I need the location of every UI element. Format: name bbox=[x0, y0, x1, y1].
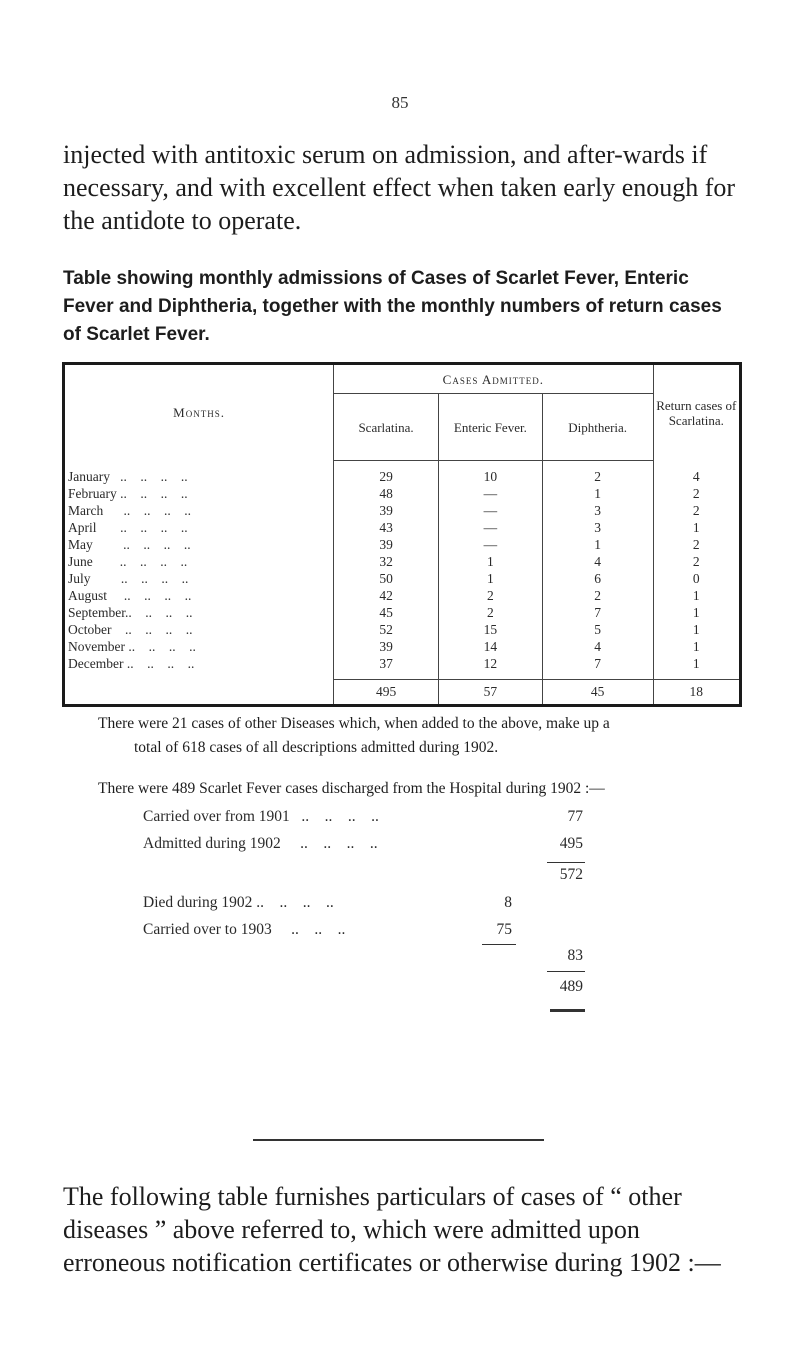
diphtheria-cell: 2 bbox=[542, 461, 653, 486]
carried-to-label: Carried over to 1903 .. .. .. bbox=[143, 921, 346, 938]
return-cell: 1 bbox=[692, 605, 700, 620]
table-row bbox=[64, 553, 741, 570]
died-value: 8 bbox=[504, 894, 512, 911]
diphtheria-cell: 3 bbox=[542, 502, 653, 519]
subtotal-value: 572 bbox=[559, 866, 583, 883]
diphtheria-cell: 7 bbox=[542, 655, 653, 680]
month-cell: April .. .. .. .. bbox=[64, 519, 334, 536]
total-returns: 18 bbox=[653, 680, 740, 706]
enteric-cell: — bbox=[439, 536, 543, 553]
table-row bbox=[64, 461, 741, 486]
enteric-cell: 15 bbox=[439, 621, 543, 638]
diphtheria-cell: 2 bbox=[542, 587, 653, 604]
diphtheria-cell: 4 bbox=[542, 553, 653, 570]
header-cases-admitted: Cases Admitted. bbox=[334, 364, 654, 394]
diphtheria-cell: 6 bbox=[542, 570, 653, 587]
intro-paragraph: injected with antitoxic serum on admission, and after-wards if necessary, and with excellent effect when taken early enough for the antidote to operate. bbox=[63, 140, 736, 235]
month-cell: October .. .. .. .. bbox=[64, 621, 334, 638]
closing-paragraph: The following table furnishes particulars of cases of “ other diseases ” above referred to, which were admitted upon erroneous notification certificates or otherwise during 1902 :— bbox=[63, 1182, 721, 1277]
table-row bbox=[64, 570, 741, 587]
month-cell: December .. .. .. .. bbox=[64, 655, 334, 680]
diphtheria-cell: 5 bbox=[542, 621, 653, 638]
month-cell: August .. .. .. .. bbox=[64, 587, 334, 604]
header-diphtheria: Diphtheria. bbox=[542, 394, 653, 461]
month-cell: July .. .. .. .. bbox=[64, 570, 334, 587]
totals-row bbox=[64, 680, 741, 706]
return-cell: 2 bbox=[692, 486, 700, 501]
return-cell: 1 bbox=[692, 639, 700, 654]
carried-to-value: 75 bbox=[496, 921, 512, 938]
return-cell: 1 bbox=[692, 588, 700, 603]
admitted-label: Admitted during 1902 .. .. .. .. bbox=[143, 835, 378, 852]
enteric-cell: — bbox=[439, 519, 543, 536]
subtotal-rule bbox=[547, 862, 585, 863]
enteric-cell: — bbox=[439, 485, 543, 502]
diphtheria-cell: 1 bbox=[542, 485, 653, 502]
table-row bbox=[64, 519, 741, 536]
table-row bbox=[64, 638, 741, 655]
final-rule bbox=[547, 971, 585, 972]
month-cell: November .. .. .. .. bbox=[64, 638, 334, 655]
return-cell: 1 bbox=[692, 622, 700, 637]
scarlatina-cell: 52 bbox=[334, 621, 439, 638]
scarlatina-cell: 48 bbox=[334, 485, 439, 502]
scarlatina-cell: 37 bbox=[334, 655, 439, 680]
discharged-sentence: There were 489 Scarlet Fever cases discharged from the Hospital during 1902 :— bbox=[98, 780, 605, 797]
month-cell: June .. .. .. .. bbox=[64, 553, 334, 570]
header-enteric: Enteric Fever. bbox=[439, 394, 543, 461]
deduction-rule bbox=[482, 944, 516, 945]
table-row bbox=[64, 604, 741, 621]
scarlatina-cell: 43 bbox=[334, 519, 439, 536]
month-cell: September.. .. .. .. bbox=[64, 604, 334, 621]
section-divider bbox=[253, 1139, 544, 1141]
enteric-cell: — bbox=[439, 502, 543, 519]
table-row bbox=[64, 621, 741, 638]
table-row bbox=[64, 536, 741, 553]
admissions-table bbox=[62, 362, 742, 707]
return-cell: 1 bbox=[692, 520, 700, 535]
scarlatina-cell: 45 bbox=[334, 604, 439, 621]
other-diseases-sentence-line-1: There were 21 cases of other Diseases which, when added to the above, make up a bbox=[98, 715, 610, 732]
header-months: Months. bbox=[64, 364, 334, 461]
month-cell: May .. .. .. .. bbox=[64, 536, 334, 553]
diphtheria-cell: 7 bbox=[542, 604, 653, 621]
page-number: 85 bbox=[391, 93, 409, 112]
scarlatina-cell: 39 bbox=[334, 502, 439, 519]
return-cell: 0 bbox=[692, 571, 700, 586]
diphtheria-cell: 1 bbox=[542, 536, 653, 553]
enteric-cell: 1 bbox=[439, 570, 543, 587]
final-double-rule bbox=[550, 1009, 585, 1012]
enteric-cell: 10 bbox=[439, 461, 543, 486]
return-cell: 2 bbox=[692, 537, 700, 552]
carried-from-value: 77 bbox=[567, 808, 583, 825]
scarlatina-cell: 50 bbox=[334, 570, 439, 587]
table-heading: Table showing monthly admissions of Cases of Scarlet Fever, Enteric Fever and Diphtheria, together with the monthly numbers of return cases of Scarlet Fever. bbox=[63, 268, 722, 345]
diphtheria-cell: 3 bbox=[542, 519, 653, 536]
total-diphtheria: 45 bbox=[542, 680, 653, 706]
deduction-value: 83 bbox=[567, 947, 583, 964]
header-scarlatina: Scarlatina. bbox=[334, 394, 439, 461]
table-row bbox=[64, 655, 741, 680]
return-cell: 2 bbox=[692, 503, 700, 518]
return-cell: 4 bbox=[692, 468, 700, 484]
enteric-cell: 14 bbox=[439, 638, 543, 655]
total-enteric: 57 bbox=[439, 680, 543, 706]
scarlatina-cell: 29 bbox=[334, 461, 439, 486]
total-scarlatina: 495 bbox=[334, 680, 439, 706]
enteric-cell: 2 bbox=[439, 587, 543, 604]
enteric-cell: 2 bbox=[439, 604, 543, 621]
table-row bbox=[64, 485, 741, 502]
header-return-cases: Return cases of Scarlatina. bbox=[653, 364, 740, 461]
totals-label-cell bbox=[64, 680, 334, 706]
scarlatina-cell: 42 bbox=[334, 587, 439, 604]
month-cell: March .. .. .. .. bbox=[64, 502, 334, 519]
table-row bbox=[64, 587, 741, 604]
admitted-value: 495 bbox=[559, 835, 583, 852]
scarlatina-cell: 39 bbox=[334, 536, 439, 553]
final-value: 489 bbox=[559, 978, 583, 995]
scarlatina-cell: 32 bbox=[334, 553, 439, 570]
carried-from-label: Carried over from 1901 .. .. .. .. bbox=[143, 808, 379, 825]
table-row bbox=[64, 502, 741, 519]
enteric-cell: 12 bbox=[439, 655, 543, 680]
enteric-cell: 1 bbox=[439, 553, 543, 570]
died-label: Died during 1902 .. .. .. .. bbox=[143, 894, 334, 911]
other-diseases-sentence-line-2: total of 618 cases of all descriptions admitted during 1902. bbox=[134, 739, 499, 756]
return-cell: 1 bbox=[692, 656, 700, 671]
scarlatina-cell: 39 bbox=[334, 638, 439, 655]
return-cell: 2 bbox=[692, 554, 700, 569]
diphtheria-cell: 4 bbox=[542, 638, 653, 655]
month-cell: February .. .. .. .. bbox=[64, 485, 334, 502]
month-cell: January .. .. .. .. bbox=[64, 461, 334, 486]
